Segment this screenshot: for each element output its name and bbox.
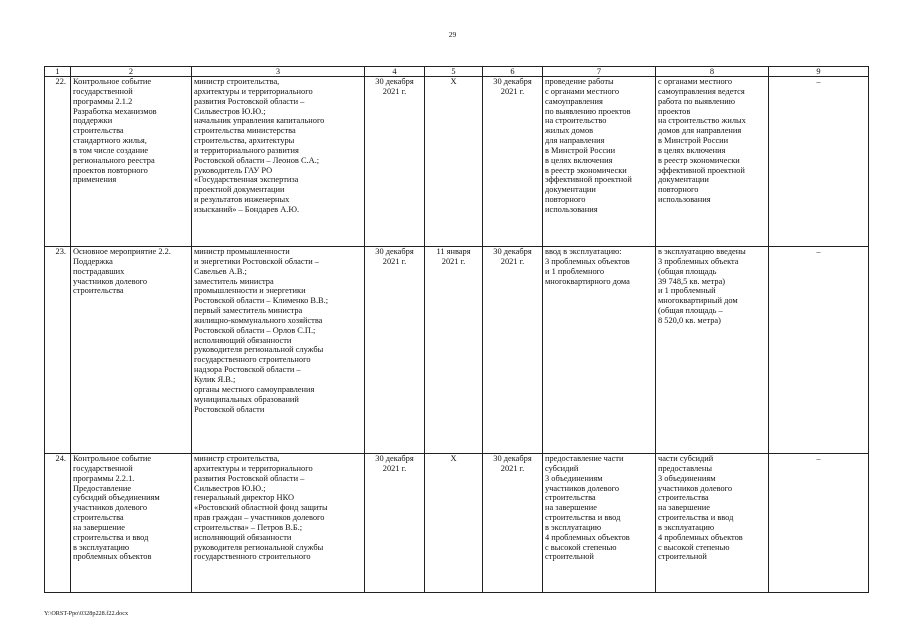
planned-result: предоставление части субсидий 3 объединениям участников долевого строительства на завершение строительства и ввод в эксплуатацию 4 проблемных объектов с высокой степенью строительной bbox=[543, 454, 656, 593]
column-header: 8 bbox=[656, 67, 769, 77]
planned-result: ввод в эксплуатацию: 3 проблемных объектов и 1 проблемного многоквартирного дома bbox=[543, 247, 656, 454]
event-name: Основное мероприятие 2.2. Поддержка пострадавших участников долевого строительства bbox=[71, 247, 192, 454]
column-header: 1 bbox=[45, 67, 71, 77]
actual-result: в эксплуатацию введены 3 проблемных объекта (общая площадь 39 748,5 кв. метра) и 1 проблемный многоквартирный дом (общая площадь – 8 520,0 кв. метра) bbox=[656, 247, 769, 454]
actual-start-date: Х bbox=[425, 454, 483, 593]
planned-date: 30 декабря 2021 г. bbox=[365, 454, 425, 593]
column-header: 3 bbox=[192, 67, 365, 77]
responsible-executor: министр строительства, архитектуры и территориального развития Ростовской области – Сильвестров Ю.Ю.; начальник управления капитального строительства министерства строительства, архитектуры и территориального развития Ростовской области – Леонов С.А.; руководитель ГАУ РО «Государственная экспертиза проектной документации и результатов инженерных изысканий» – Бондарев А.Ю. bbox=[192, 77, 365, 247]
event-name: Контрольное событие государственной программы 2.1.2 Разработка механизмов поддержки строительства стандартного жилья, в том числе создание регионального реестра проектов повторного применения bbox=[71, 77, 192, 247]
column-header: 6 bbox=[483, 67, 543, 77]
actual-end-date: 30 декабря 2021 г. bbox=[483, 454, 543, 593]
column-header: 2 bbox=[71, 67, 192, 77]
deviation-reason: – bbox=[769, 77, 869, 247]
report-table bbox=[44, 66, 869, 593]
file-path-footer: Y:\ORST-Ppo\0328p228.f22.docx bbox=[44, 610, 129, 617]
column-header: 4 bbox=[365, 67, 425, 77]
responsible-executor: министр строительства, архитектуры и территориального развития Ростовской области – Сильвестров Ю.Ю.; генеральный директор НКО «Ростовский областной фонд защиты прав граждан – участников долевого строительства» – Петров В.Б.; исполняющий обязанности руководителя региональной службы государственного строительного bbox=[192, 454, 365, 593]
deviation-reason: – bbox=[769, 454, 869, 593]
responsible-executor: министр промышленности и энергетики Ростовской области – Савельев А.В.; заместитель министра промышленности и энергетики Ростовской области – Клименко В.В.; первый заместитель министра жилищно-коммунального хозяйства Ростовской области – Орлов С.П.; исполняющий обязанности руководителя региональной службы государственного строительного надзора Ростовской области – Кулик Я.В.; органы местного самоуправления муниципальных образований Ростовской области bbox=[192, 247, 365, 454]
actual-start-date: 11 января 2021 г. bbox=[425, 247, 483, 454]
column-header: 5 bbox=[425, 67, 483, 77]
table-row bbox=[45, 247, 869, 454]
row-number: 22. bbox=[45, 77, 71, 247]
deviation-reason: – bbox=[769, 247, 869, 454]
actual-end-date: 30 декабря 2021 г. bbox=[483, 77, 543, 247]
table-row bbox=[45, 77, 869, 247]
actual-result: части субсидий предоставлены 3 объединениям участников долевого строительства на завершение строительства и ввод в эксплуатацию 4 проблемных объектов с высокой степенью строительной bbox=[656, 454, 769, 593]
actual-start-date: Х bbox=[425, 77, 483, 247]
event-name: Контрольное событие государственной программы 2.2.1. Предоставление субсидий объединениям участников долевого строительства на завершение строительства и ввод в эксплуатацию проблемных объектов bbox=[71, 454, 192, 593]
column-header: 7 bbox=[543, 67, 656, 77]
planned-date: 30 декабря 2021 г. bbox=[365, 77, 425, 247]
planned-date: 30 декабря 2021 г. bbox=[365, 247, 425, 454]
row-number: 23. bbox=[45, 247, 71, 454]
actual-result: с органами местного самоуправления ведется работа по выявлению проектов на строительство жилых домов для направления в Минстрой России в целях включения в реестр экономически эффективной проектной документации повторного использования bbox=[656, 77, 769, 247]
actual-end-date: 30 декабря 2021 г. bbox=[483, 247, 543, 454]
planned-result: проведение работы с органами местного самоуправления по выявлению проектов на строительство жилых домов для направления в Минстрой России в целях включения в реестр экономически эффективной проектной документации повторного использования bbox=[543, 77, 656, 247]
table-row bbox=[45, 454, 869, 593]
column-number-row bbox=[45, 67, 869, 77]
row-number: 24. bbox=[45, 454, 71, 593]
page-number: 29 bbox=[448, 30, 457, 39]
column-header: 9 bbox=[769, 67, 869, 77]
